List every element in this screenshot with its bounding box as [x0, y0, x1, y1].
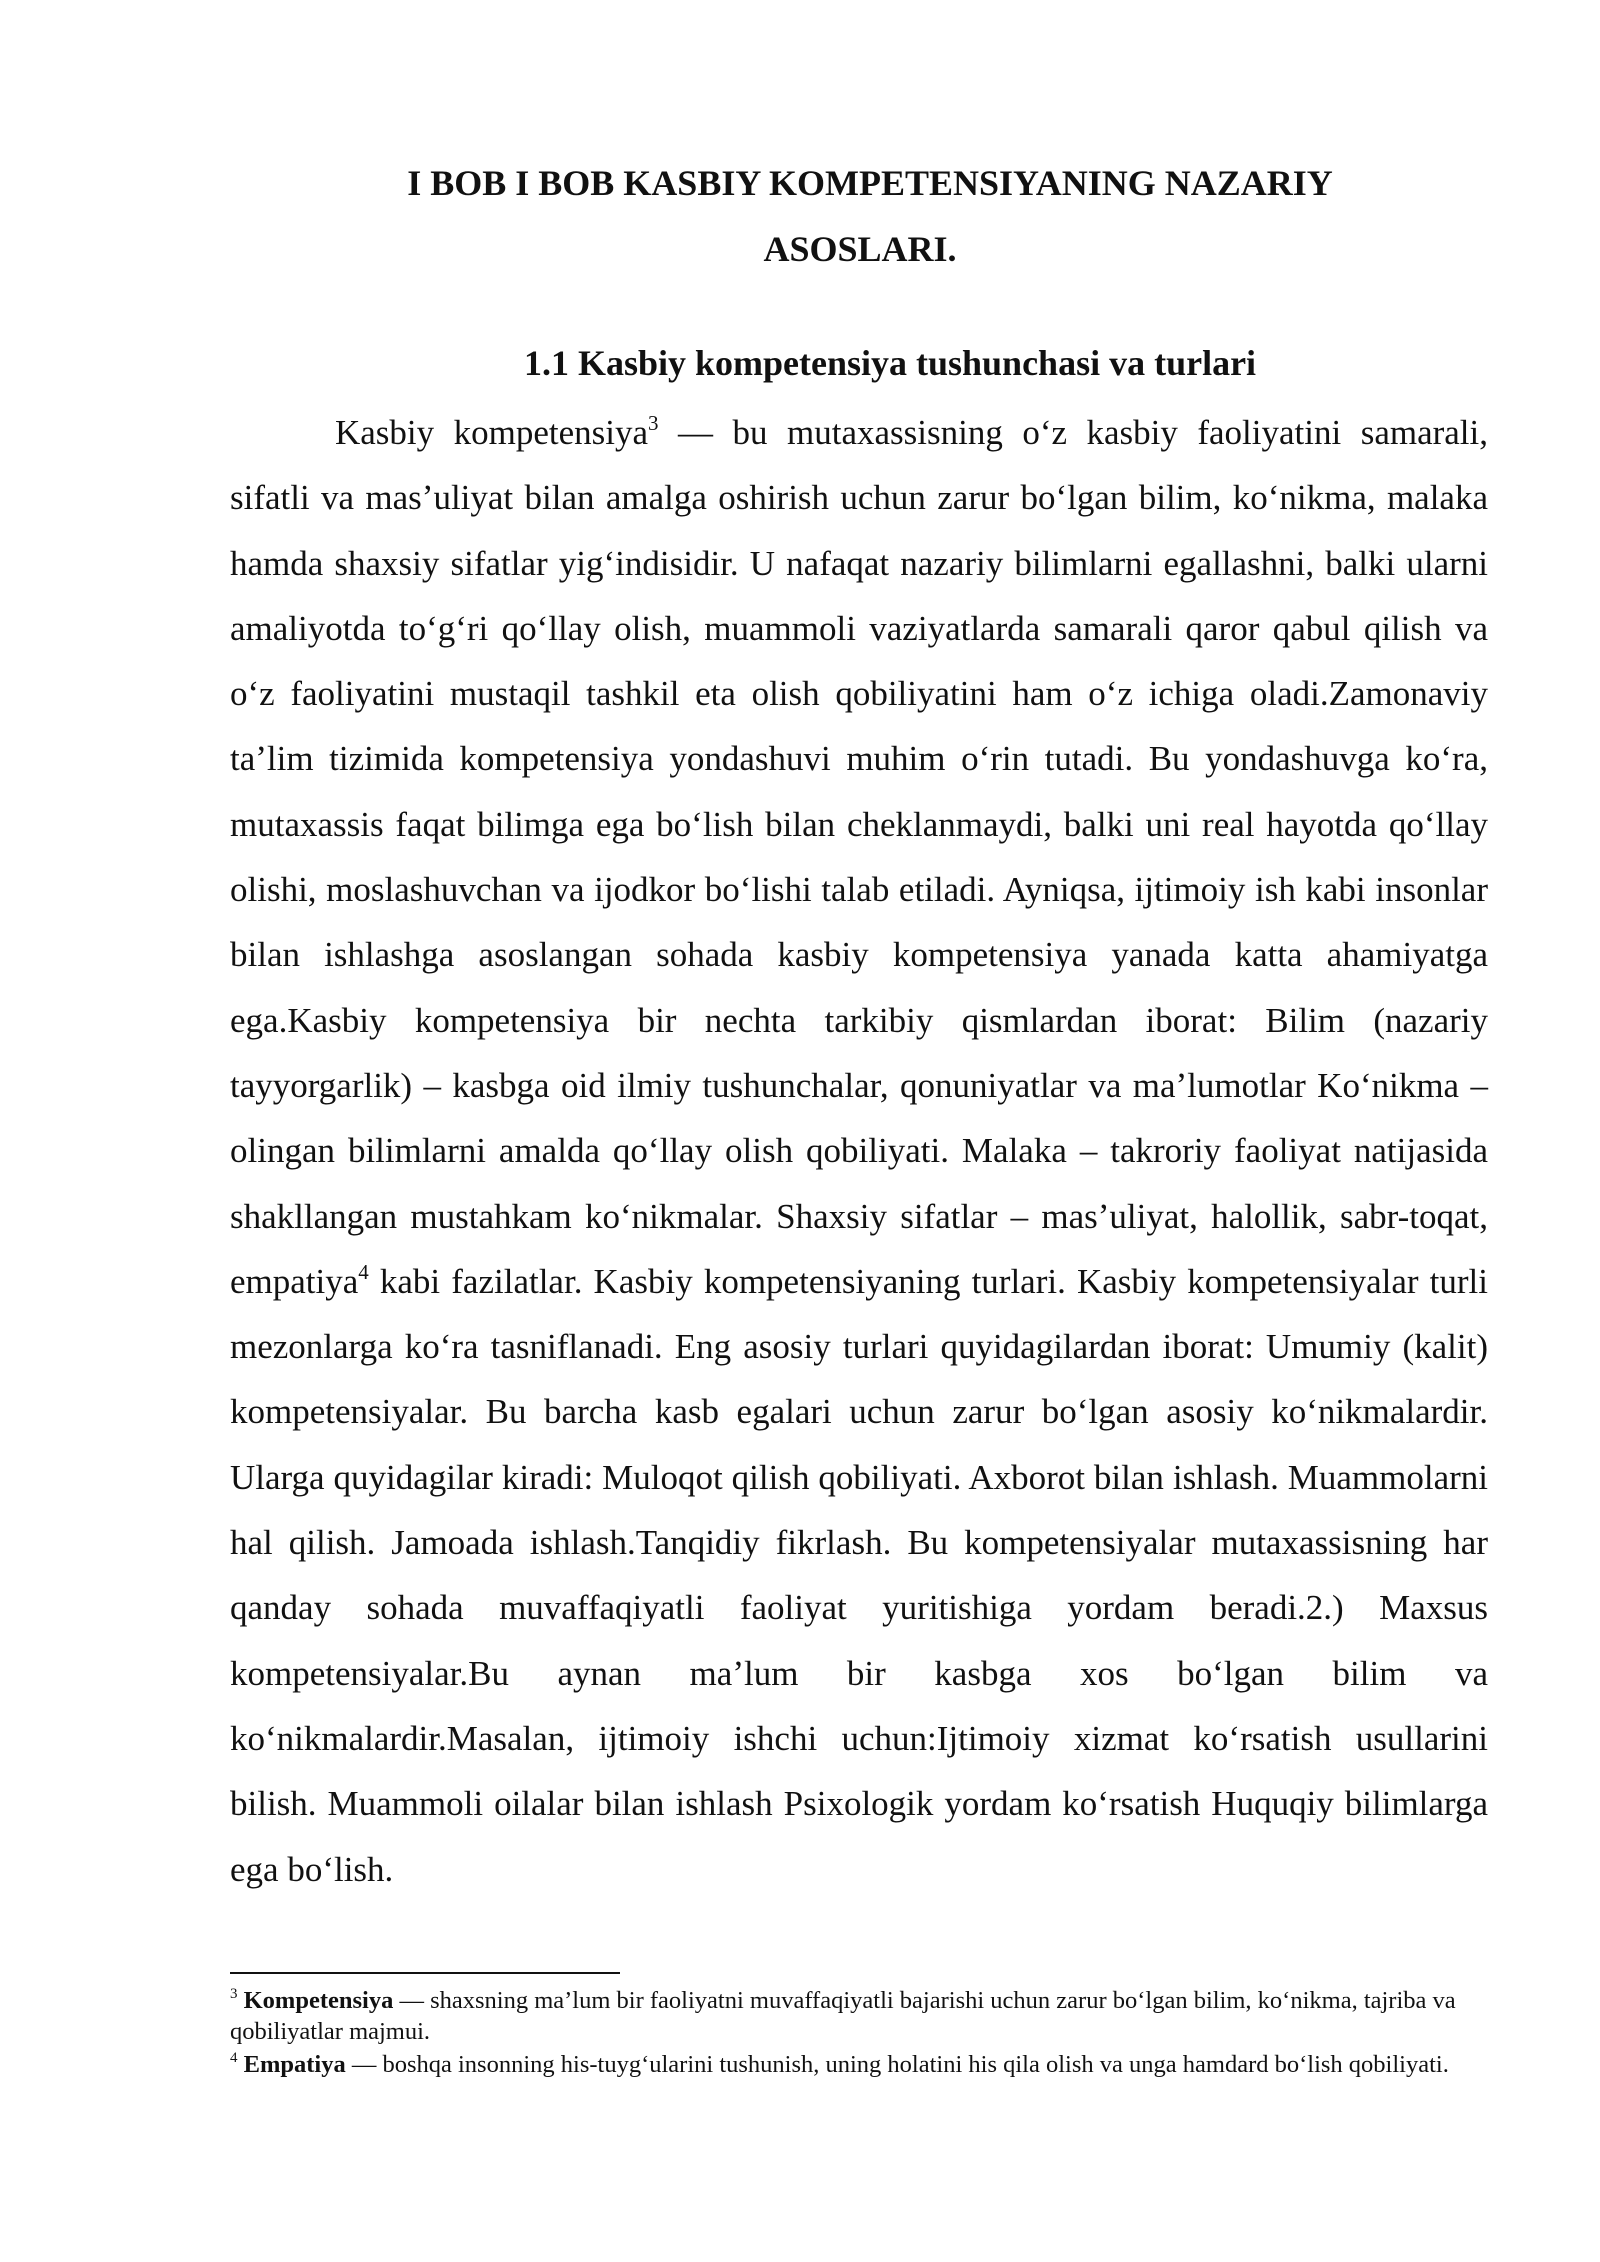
- footnote-ref-3[interactable]: 3: [648, 411, 659, 435]
- body-text-part-2: — bu mutaxassisning oʻz kasbiy faoliyatini samarali, sifatli va masʼuliyat bilan amalga oshirish uchun zarur boʻlgan bilim, koʻnikma, malaka hamda shaxsiy sifatlar yigʻindisidir. U nafaqat nazariy bilimlarni egallashni, balki ularni amaliyotda toʻgʻri qoʻllay olish, muammoli vaziyatlarda samarali qaror qabul qilish va oʻz faoliyatini mustaqil tashkil eta olish qobiliyatini ham oʻz ichiga oladi.Zamonaviy taʼlim tizimida kompetensiya yondashuvi muhim oʻrin tutadi. Bu yondashuvga koʻra, mutaxassis faqat bilimga ega boʻlish bilan cheklanmaydi, balki uni real hayotda qoʻllay olishi, moslashuvchan va ijodkor boʻlishi talab etiladi. Ayniqsa, ijtimoiy ish kabi insonlar bilan ishlashga asoslangan sohada kasbiy kompetensiya yanada katta ahamiyatga ega.Kasbiy kompetensiya bir nechta tarkibiy qismlardan iborat: Bilim (nazariy tayyorgarlik) – kasbga oid ilmiy tushunchalar, qonuniyatlar va maʼlumotlar Koʻnikma – olingan bilimlarni amalda qoʻllay olish qobiliyati. Malaka – takroriy faoliyat natijasida shakllangan mustahkam koʻnikmalar. Shaxsiy sifatlar – masʼuliyat, halollik, sabr-toqat, empatiya: [230, 413, 1488, 1301]
- footnote-number: 4: [230, 2050, 238, 2066]
- chapter-title: [230, 150, 1490, 282]
- body-text-part-3: kabi fazilatlar. Kasbiy kompetensiyaning turlari. Kasbiy kompetensiyalar turli mezonlarga koʻra tasniflanadi. Eng asosiy turlari quyidagilardan iborat: Umumiy (kalit) kompetensiyalar. Bu barcha kasb egalari uchun zarur boʻlgan asosiy koʻnikmalardir. Ularga quyidagilar kiradi: Muloqot qilish qobiliyati. Axborot bilan ishlash. Muammolarni hal qilish. Jamoada ishlash.Tanqidiy fikrlash. Bu kompetensiyalar mutaxassisning har qanday sohada muvaffaqiyatli faoliyat yuritishiga yordam beradi.2.) Maxsus kompetensiyalar.Bu aynan maʼlum bir kasbga xos boʻlgan bilim va koʻnikmalardir.Masalan, ijtimoiy ishchi uchun:Ijtimoiy xizmat koʻrsatish usullarini bilish. Muammoli oilalar bilan ishlash Psixologik yordam koʻrsatish Huquqiy bilimlarga ega boʻlish.: [230, 1261, 1488, 1889]
- footnote-term: Kompetensiya: [243, 1987, 394, 2014]
- footnote-separator: [230, 1972, 620, 1974]
- chapter-title-line-2: ASOSLARI.: [763, 229, 957, 269]
- footnote-3: [230, 1985, 1488, 2047]
- footnote-4: [230, 2049, 1488, 2080]
- footnote-ref-4[interactable]: 4: [358, 1259, 369, 1284]
- chapter-title-line-1: I BOB I BOB KASBIY KOMPETENSIYANING NAZARIY: [407, 163, 1333, 203]
- footnote-text: — boshqa insonning his-tuygʻularini tushunish, uning holatini his qila olish va unga hamdard boʻlish qobiliyati.: [345, 2051, 1449, 2078]
- footnote-term: Empatiya: [243, 2051, 346, 2078]
- footnote-text: — shaxsning maʼlum bir faoliyatni muvaffaqiyatli bajarishi uchun zarur boʻlgan bilim, koʻnikma, tajriba va qobiliyatlar majmui.: [230, 1987, 1456, 2045]
- body-paragraph: [230, 400, 1488, 1902]
- footnote-number: 3: [230, 1986, 238, 2002]
- body-text-part-1: Kasbiy kompetensiya: [335, 413, 649, 452]
- section-title: 1.1 Kasbiy kompetensiya tushunchasi va turlari: [523, 343, 1257, 383]
- footnotes: [230, 1985, 1488, 2082]
